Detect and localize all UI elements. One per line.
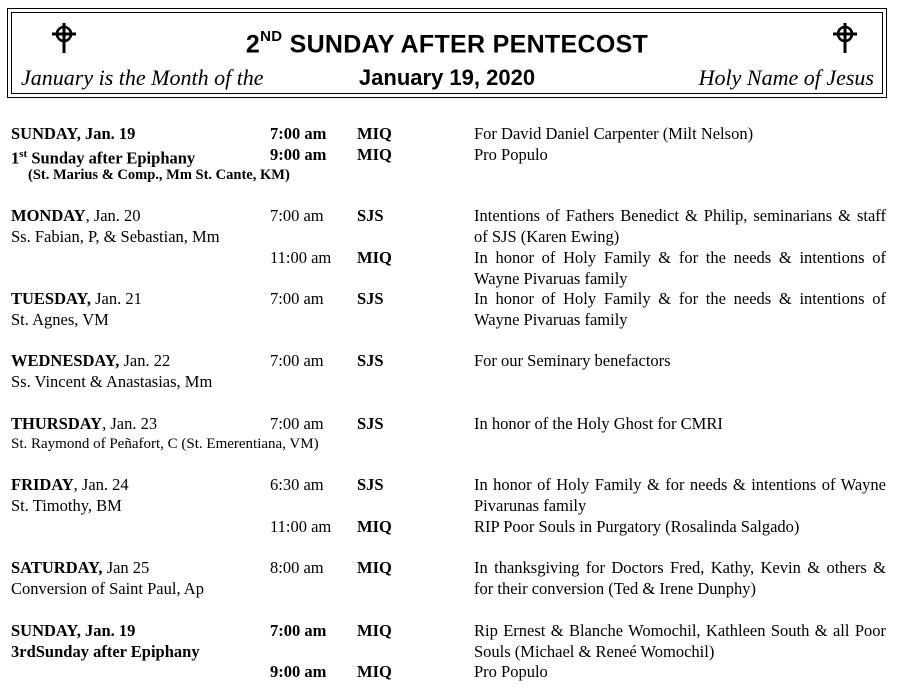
mass-time: 11:00 am (270, 248, 332, 267)
mass-location: SJS (357, 351, 384, 370)
mass-intention: In thanksgiving for Doctors Fred, Kathy, Kevin & others & for their conversion (Ted & Irene Dunphy) (474, 558, 886, 598)
feast-label: St. Agnes, VM (11, 310, 109, 329)
mass-time: 9:00 am (270, 662, 327, 681)
mass-time: 6:30 am (270, 475, 324, 494)
feast-label: St. Timothy, BM (11, 496, 122, 515)
mass-location: SJS (357, 206, 384, 225)
feast-label: St. Raymond of Peñafort, C (St. Emerentiana, VM) (11, 436, 319, 452)
mass-intention: For our Seminary benefactors (474, 351, 671, 370)
mass-intention: Pro Populo (474, 145, 548, 164)
bulletin-date: January 19, 2020 (358, 65, 536, 90)
mass-time: 9:00 am (270, 145, 327, 164)
mass-time: 7:00 am (270, 124, 327, 143)
mass-intention: Pro Populo (474, 662, 548, 681)
feast-label: Conversion of Saint Paul, Ap (11, 579, 204, 598)
mass-time: 11:00 am (270, 517, 332, 536)
day-label: SUNDAY, Jan. 19 (11, 621, 136, 640)
month-dedication-left: January is the Month of the (21, 65, 264, 90)
feast-label: Ss. Fabian, P, & Sebastian, Mm (11, 227, 220, 246)
mass-time: 7:00 am (270, 414, 324, 433)
day-label: WEDNESDAY, Jan. 22 (11, 351, 171, 370)
commemoration-note: (St. Marius & Comp., Mm St. Cante, KM) (28, 167, 290, 183)
mass-location: SJS (357, 414, 384, 433)
mass-location: MIQ (357, 145, 392, 164)
mass-time: 8:00 am (270, 558, 324, 577)
bulletin-header (7, 8, 887, 98)
mass-location: MIQ (357, 621, 392, 640)
page-title: 2ND SUNDAY AFTER PENTECOST (245, 28, 649, 59)
mass-intention: In honor of Holy Family & for the needs & intentions of Wayne Pivaruas family (474, 248, 886, 288)
day-label: MONDAY, Jan. 20 (11, 206, 141, 225)
day-label: FRIDAY, Jan. 24 (11, 475, 129, 494)
mass-intention: Intentions of Fathers Benedict & Philip, seminarians & staff of SJS (Karen Ewing) (474, 206, 886, 246)
mass-time: 7:00 am (270, 351, 324, 370)
feast-label: Ss. Vincent & Anastasias, Mm (11, 372, 213, 391)
mass-intention: In honor of Holy Family & for needs & intentions of Wayne Pivarunas family (474, 475, 886, 515)
mass-intention: In honor of Holy Family & for the needs & intentions of Wayne Pivaruas family (474, 289, 886, 329)
feast-label: 3rdSunday after Epiphany (11, 642, 200, 661)
mass-location: MIQ (357, 124, 392, 143)
mass-location: MIQ (357, 558, 392, 577)
day-label: THURSDAY, Jan. 23 (11, 414, 158, 433)
mass-intention: RIP Poor Souls in Purgatory (Rosalinda Salgado) (474, 517, 800, 536)
mass-intention: For David Daniel Carpenter (Milt Nelson) (474, 124, 754, 143)
mass-location: SJS (357, 289, 384, 308)
header-inner-border (11, 12, 883, 94)
mass-intention: Rip Ernest & Blanche Womochil, Kathleen South & all Poor Souls (Michael & Reneé Womochil) (474, 621, 886, 661)
mass-time: 7:00 am (270, 621, 327, 640)
mass-location: SJS (357, 475, 384, 494)
feast-label: 1st Sunday after Epiphany (11, 148, 196, 168)
day-label: SATURDAY, Jan 25 (11, 558, 150, 577)
mass-time: 7:00 am (270, 206, 324, 225)
mass-intention: In honor of the Holy Ghost for CMRI (474, 414, 723, 433)
mass-location: MIQ (357, 517, 392, 536)
day-label: TUESDAY, Jan. 21 (11, 289, 142, 308)
day-label: SUNDAY, Jan. 19 (11, 124, 136, 143)
mass-location: MIQ (357, 662, 392, 681)
mass-time: 7:00 am (270, 289, 324, 308)
mass-location: MIQ (357, 248, 392, 267)
month-dedication-right: Holy Name of Jesus (698, 65, 874, 90)
